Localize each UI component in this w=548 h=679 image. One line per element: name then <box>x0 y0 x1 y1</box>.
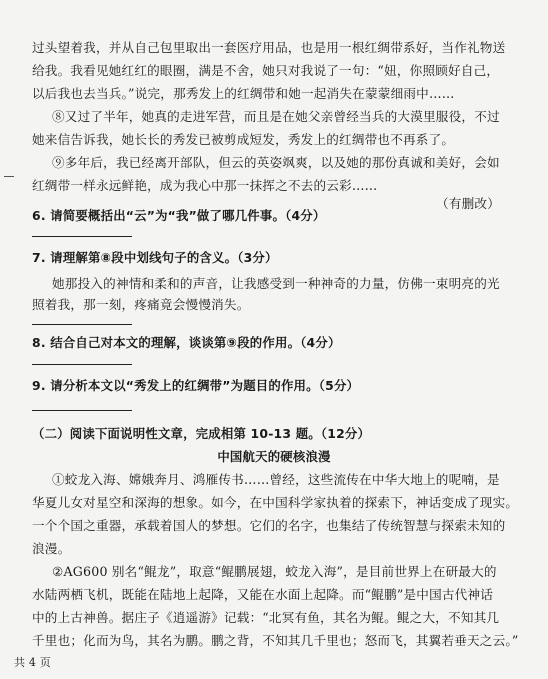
q7-quote-line-2: 照着我，那一刻，疼痛竟会慢慢消失。 <box>32 297 250 312</box>
article-title: 中国航天的硬核浪漫 <box>217 449 331 464</box>
question-6: 6. 请简要概括出“云”为“我”做了哪几件事。（4分） <box>32 208 326 223</box>
article-line-8: 千里也；化而为鸟，其名为鹏。鹏之背，不知其几千里也；怒而飞，其翼若垂天之云。” <box>32 633 519 648</box>
article-line-2: 华夏儿女对星空和深海的想象。如今，在中国科学家执着的探索下，神话变成了现实。 <box>32 495 519 510</box>
answer-line-6 <box>32 236 132 237</box>
article-line-7: 中的上古神兽。据庄子《逍遥游》记载：“北冥有鱼，其名为鲲。鲲之大，不知其几 <box>32 610 500 625</box>
question-7: 7. 请理解第⑧段中划线句子的含义。（3分） <box>32 250 278 265</box>
margin-mark <box>4 176 14 177</box>
question-9: 9. 请分析本文以“秀发上的红绸带”为题目的作用。（5分） <box>32 378 360 393</box>
article-line-4: 浪漫。 <box>32 541 71 556</box>
passage-line-2: 给我。我看见她红红的眼圈，满是不舍，她只对我说了一句：“妞，你照顾好自己， <box>32 63 500 78</box>
passage-line-4: ⑧又过了半年，她真的走进军营，而且是在她父亲曾经当兵的大漠里服役，不过 <box>52 109 500 124</box>
article-line-5: ②AG600 别名“鲲龙”，取意“鲲鹏展翅，蛟龙入海”，是目前世界上在研最大的 <box>52 564 497 579</box>
section2-heading: （二）阅读下面说明性文章，完成相第 10-13 题。（12分） <box>32 426 371 441</box>
passage-line-3: 以后我也去当兵。”说完，那秀发上的红绸带和她一起消失在蒙蒙细雨中…… <box>32 86 455 101</box>
article-line-6: 水陆两栖飞机，既能在陆地上起降，又能在水面上起降。而“鲲鹏”是中国古代神话 <box>32 587 494 602</box>
answer-line-7 <box>32 324 132 325</box>
question-8: 8. 结合自己对本文的理解，谈谈第⑨段的作用。（4分） <box>32 335 341 350</box>
q7-quote-line-1: 她那投入的神情和柔和的声音，让我感受到一种神奇的力量，仿佛一束明亮的光 <box>52 276 500 291</box>
article-line-3: 一个个国之重器，承载着国人的梦想。它们的名字，也集结了传统智慧与探索未知的 <box>32 518 506 533</box>
passage-line-6: ⑨多年后，我已经离开部队，但云的英姿飒爽，以及她的那份真诚和美好，会如 <box>52 155 500 170</box>
page-count: 共 4 页 <box>14 656 51 669</box>
answer-line-9 <box>32 410 132 411</box>
source-note: （有删改） <box>436 196 500 211</box>
passage-line-5: 她来信告诉我，她长长的秀发已被剪成短发，秀发上的红绸带也不再系了。 <box>32 132 455 147</box>
answer-line-8 <box>32 364 132 365</box>
article-line-1: ①蛟龙入海、嫦娥奔月、鸿雁传书……曾经，这些流传在中华大地上的呢喃，是 <box>52 472 500 487</box>
passage-line-7: 红绸带一样永远鲜艳，成为我心中那一抹挥之不去的云彩…… <box>32 178 378 193</box>
passage-line-1: 过头望着我，并从自己包里取出一套医疗用品，也是用一根红绸带系好，当作礼物送 <box>32 40 506 55</box>
